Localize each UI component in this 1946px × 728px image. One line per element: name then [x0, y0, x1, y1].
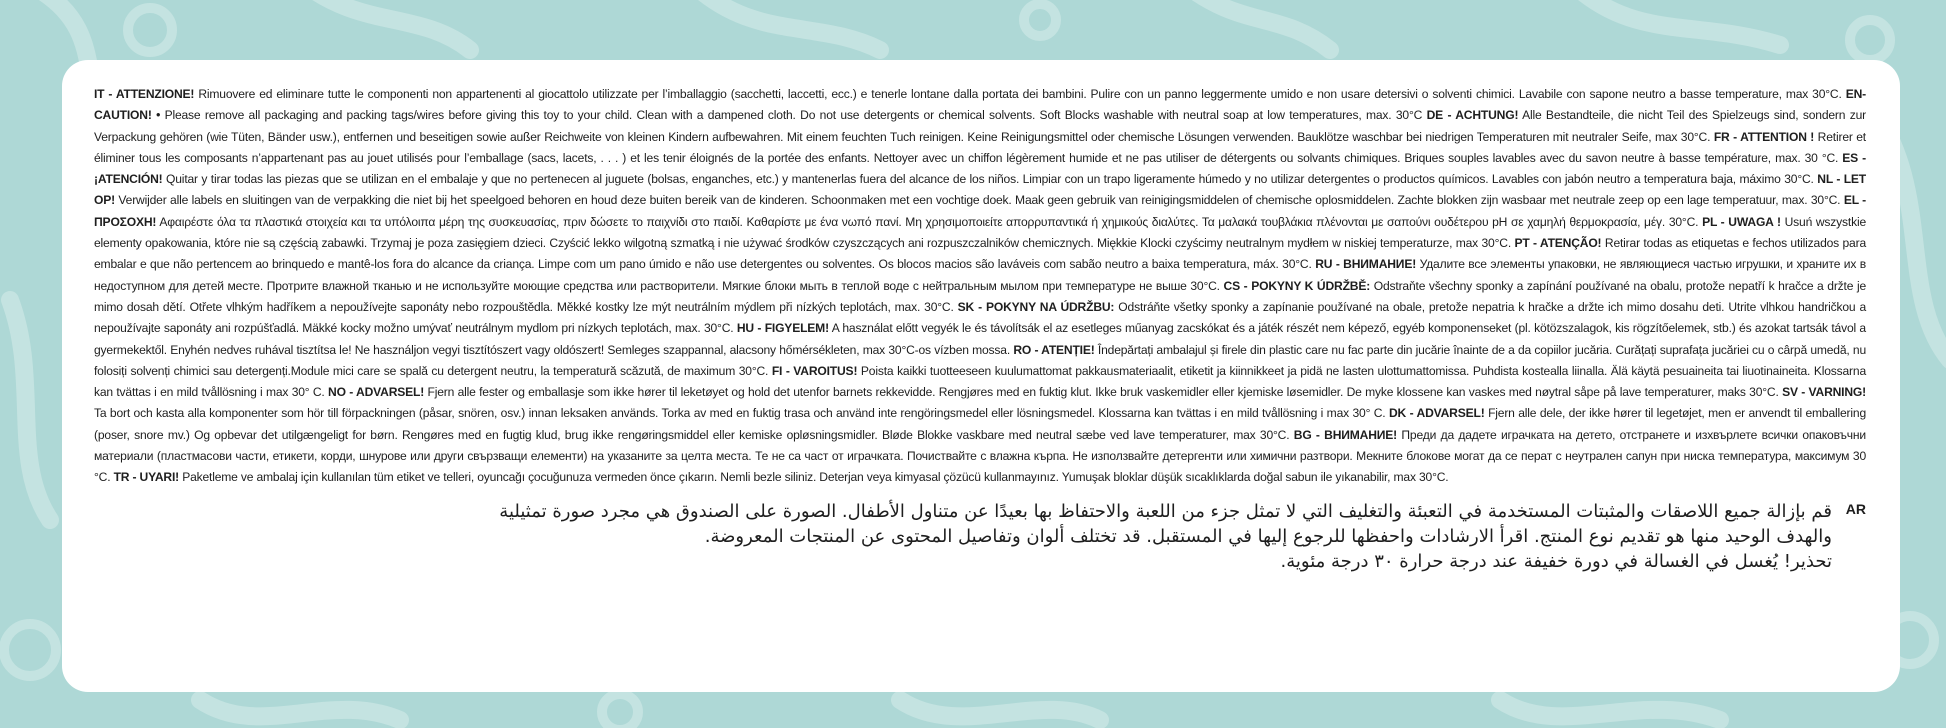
lang-code-fr: FR - ATTENTION ! [1713, 129, 1815, 144]
warning-text-en: Please remove all packaging and packing tags/wires before giving this toy to your child. Clean with a dampened cloth. Do not use detergents or chemical solvents. Soft Blocks washable with neutral soap at low temperatures, max. 30°C [160, 108, 1427, 123]
lang-code-tr: TR - UYARI! [113, 470, 180, 485]
warning-text-el: Αφαιρέστε όλα τα πλαστικά στοιχεία και τα υπόλοιπα μέρη της συσκευασίας, πριν δώσετε το παιχνίδι στο παιδί. Καθαρίστε με ένα νωπό πανί. Μη χρησιμοποιείτε απορρυπαντικά ή χημικούς διαλύτες. Τα μαλακά τουβλάκια πλένονται με σαπούνι ουδέτερου pH σε χαμηλή θερμοκρασία, μέγ. 30°C. [156, 214, 1703, 229]
warning-text-sv: Ta bort och kasta alla komponenter som hör till förpackningen (påsar, snören, osv.) innan leksaken används. Torka av med en fuktig trasa och använd inte rengöringsmedel eller lösningsmedel. Klossarna kan tvättas i en mild tvållösning i max 30° C. [94, 406, 1389, 421]
lang-code-ru: RU - ВНИМАНИЕ! [1315, 257, 1417, 272]
arabic-line-1: قم بإزالة جميع اللاصقات والمثبتات المستخدمة في التعبئة والتغليف التي لا تمثل جزء من اللعبة والاحتفاظ بها بعيدًا عن متناول الأطفال. الصورة على الصندوق هي مجرد صورة تمثيلية [499, 500, 1832, 522]
lang-code-de: DE - ACHTUNG! [1426, 108, 1519, 123]
warning-text-fr: Retirer et éliminer tous les composants n’appartenant pas au jouet utilisés pour l’emballage (sacs, lacets, . . . ) et les tenir éloignés de la portée des enfants. Nettoyer avec un chiffon légèrement humide et ne pas utiliser de détergents ou solvants chimiques. Briques souples lavables avec du savon neutre à basse température, max. 30 °C. [94, 129, 1866, 165]
warning-text-pl: Usuń wszystkie elementy opakowania, które nie są częścią zabawki. Trzymaj je poza zasięgiem dzieci. Czyścić lekko wilgotną szmatką i nie używać środków czyszczących ani rozpuszczalników chemicznych. Miękkie Klocki czyścimy neutralnym mydłem w niskiej temperaturze, max 30°C. [94, 214, 1866, 251]
lang-code-el: EL - ΠΡΟΣΟΧΗ! [94, 193, 1867, 229]
arabic-line-3: تحذير! يُغسل في الغسالة في دورة خفيفة عند درجة حرارة ٣٠ درجة مئوية. [1280, 550, 1832, 572]
warning-text-no: Fjern alle fester og emballasje som ikke hører til leketøyet og hold det utenfor barnets rekkevidde. Rengjøres med en fuktig klut. Ikke bruk vaskemidler eller kjemiske løsemidler. De myke klossene kan vaskes med nøytral såpe på lave temperaturer, maks 30°C. [424, 385, 1783, 400]
warning-text-bg: Преди да дадете играчката на детето, отстранете и изхвърлете всички опаковъчни материали (пластмасови части, етикети, корди, шнурове или други свързващи елементи) на указаните за целта места. Те не са част от играчката. Почиствайте с влажна кърпа. Не използвайте детергенти или химични разтвори. Мекните блокове могат да се перат с неутрален сапун при ниска температура, максимум 30 °C. [94, 427, 1866, 485]
lang-code-hu: HU - FIGYELEM! [736, 321, 829, 336]
lang-code-pl: PL - UWAGA ! [1702, 214, 1781, 229]
lang-code-bg: BG - ВНИМАНИЕ! [1293, 427, 1398, 442]
warning-text-cs: Odstraňte všechny sponky a zapínání používané na obalu, protože nepatří k hračce a držte je mimo dosah dětí. Otřete vlhkým hadříkem a nepoužívejte saponáty nebo rozpouštědla. Měkké kostky lze mýt neutrálním mýdlem při nízkých teplotách, max. 30°C. [94, 278, 1867, 314]
arabic-line-2: والهدف الوحيد منها هو تقديم نوع المنتج. اقرأ الارشادات واحفظها للرجوع إليها في المستقبل. قد تختلف ألوان وتفاصيل المحتوى عن المنتجات المعروضة. [704, 525, 1832, 547]
warning-text-dk: Fjern alle dele, der ikke hører til legetøjet, men er anvendt til emballering (poser, snore mv.) Og opbevar det utilgængeligt for børn. Rengøres med en fugtig klud, brug ikke rengøringsmiddel eller kemiske opløsningsmidler. Bløde Blokke vaskbare med neutral sæbe ved lave temperaturer, max 30°C. [94, 406, 1866, 442]
lang-code-pt: PT - ATENÇÃO! [1514, 236, 1602, 251]
warning-text-fi: Poista kaikki tuotteeseen kuulumattomat pakkausmateriaalit, etiketit ja kiinnikkeet ja pidä ne lasten ulottumattomissa. Puhdista kostealla liinalla. Älä käytä pesuaineita tai liuotinaineita. Klossarna kan tvättas i en mild tvållösning i max 30° C. [94, 363, 1866, 400]
warning-text-es: Quitar y tirar todas las piezas que se utilizan en el embalaje y que no pertenecen al juguete (bolsas, enganches, etc.) y mantenerlas fuera del alcance de los niños. Limpiar con un trapo ligeramente húmedo y no utilizar detergentes o productos químicos. Lavables con jabón neutro a temperatura baja, máximo 30°C. [162, 172, 1818, 187]
multilingual-warning-text [94, 84, 1866, 489]
lang-code-dk: DK - ADVARSEL! [1389, 406, 1485, 421]
warning-text-sk: Odstráňte všetky sponky a zapínanie používané na obale, pretože nepatria k hračke a držte ich mimo dosahu deti. Utrite vlhkou handričkou a nepoužívajte saponáty ani rozpúšťadlá. Mäkké kocky možno umývať neutrálnym mydlom pri nízkych teplotách, max. 30°C. [94, 299, 1866, 336]
lang-code-sk: SK - POKYNY NA ÚDRŽBU: [957, 299, 1115, 314]
warning-text-hu: A használat előtt vegyék le és távolítsák el az esetleges műanyag zacskókat és a játék részét nem képező, egyéb komponenseket (pl. kötözszalagok, kis rögzítőelemek, stb.) és azokat tartsák távol a gyermekektől. Enyhén nedves ruhával tisztítsa le! Ne használjon vegyi tisztítószert vagy oldószert! Semleges szappannal, alacsony hőmérsékleten, max 30°C-os vízben mossa. [94, 321, 1866, 357]
warning-text-pt: Retirar todas as etiquetas e fechos utilizados para embalar e que não pertencem ao brinquedo e mantê-los fora do alcance da criança. Limpe com um pano úmido e não use detergentes ou solventes. Os blocos macios são laváveis com sabão neutro a baixa temperatura, máx. 30°C. [94, 236, 1867, 272]
warning-text-it: Rimuovere ed eliminare tutte le componenti non appartenenti al giocattolo utilizzate per l’imballaggio (sacchetti, laccetti, ecc.) e tenerle lontane dalla portata dei bambini. Pulire con un panno leggermente umido e non usare detersivi o solventi chimici. Lavabile con sapone neutro a basse temperature, max 30°C. [194, 87, 1846, 101]
lang-code-en: EN- CAUTION! • [94, 87, 1866, 123]
lang-code-fi: FI - VAROITUS! [771, 363, 858, 378]
warning-text-de: Alle Bestandteile, die nicht Teil des Spielzeugs sind, sondern zur Verpackung gehören (wie Tüten, Bänder usw.), entfernen und beseitigen sowie außer Reichweite von kleinen Kindern aufbewahren. Mit einem feuchten Tuch reinigen. Keine Reinigungsmittel oder chemische Lösungen verwenden. Bauklötze waschbar bei niedrigen Temperaturen mit neutraler Seife, max 30°C. [94, 108, 1866, 144]
lang-code-nl: NL - LET OP! [94, 172, 1866, 208]
lang-code-ar: AR [1845, 500, 1866, 517]
lang-code-ro: RO - ATENȚIE! [1013, 342, 1095, 357]
lang-code-cs: CS - POKYNY K ÚDRŽBĚ: [1223, 278, 1371, 293]
lang-code-it: IT - ATTENZIONE! [94, 87, 195, 101]
instruction-card [62, 60, 1900, 692]
warning-text-ru: Удалите все элементы упаковки, не являющиеся частью игрушки, и храните их в недоступном для детей месте. Протрите влажной тканью и не используйте моющие средства или растворители. Мягкие блоки мыть в теплой воде с нейтральным мылом при температуре не выше 30°C. [94, 257, 1867, 293]
arabic-warning-block [94, 499, 1866, 574]
warning-text-nl: Verwijder alle labels en sluitingen van de verpakking die niet bij het speelgoed behoren en houd deze buiten bereik van de kinderen. Schoonmaken met een vochtige doek. Maak geen gebruik van reinigingsmiddelen of chemische oplosmiddelen. Zachte blokken zijn wasbaar met neutrale zeep op een lage temperatuur, max. 30°C. [114, 193, 1844, 208]
arabic-warning-text [94, 499, 1832, 574]
warning-text-tr: Paketleme ve ambalaj için kullanılan tüm etiket ve telleri, oyuncağı çocuğunuza vermeden önce çıkarın. Nemli bezle siliniz. Deterjan veya kimyasal çözücü kullanmayınız. Yumuşak bloklar düşük sıcaklıklarda doğal sabun ile yıkanabilir, max 30°C. [179, 470, 1449, 485]
lang-code-no: NO - ADVARSEL! [328, 385, 425, 400]
lang-code-es: ES - ¡ATENCIÓN! [94, 150, 1866, 187]
lang-code-sv: SV - VARNING! [1782, 385, 1866, 400]
warning-text-ro: Îndepărtați ambalajul și firele din plastic care nu fac parte din jucărie înainte de a da copiilor jucăria. Curățați suprafața jucăriei cu o cârpă umedă, nu folosiți solvenți chimici sau detergenți.Module mici care se spală cu detergent neutru, la temperatură scăzută, de maximum 30°C. [94, 342, 1866, 378]
